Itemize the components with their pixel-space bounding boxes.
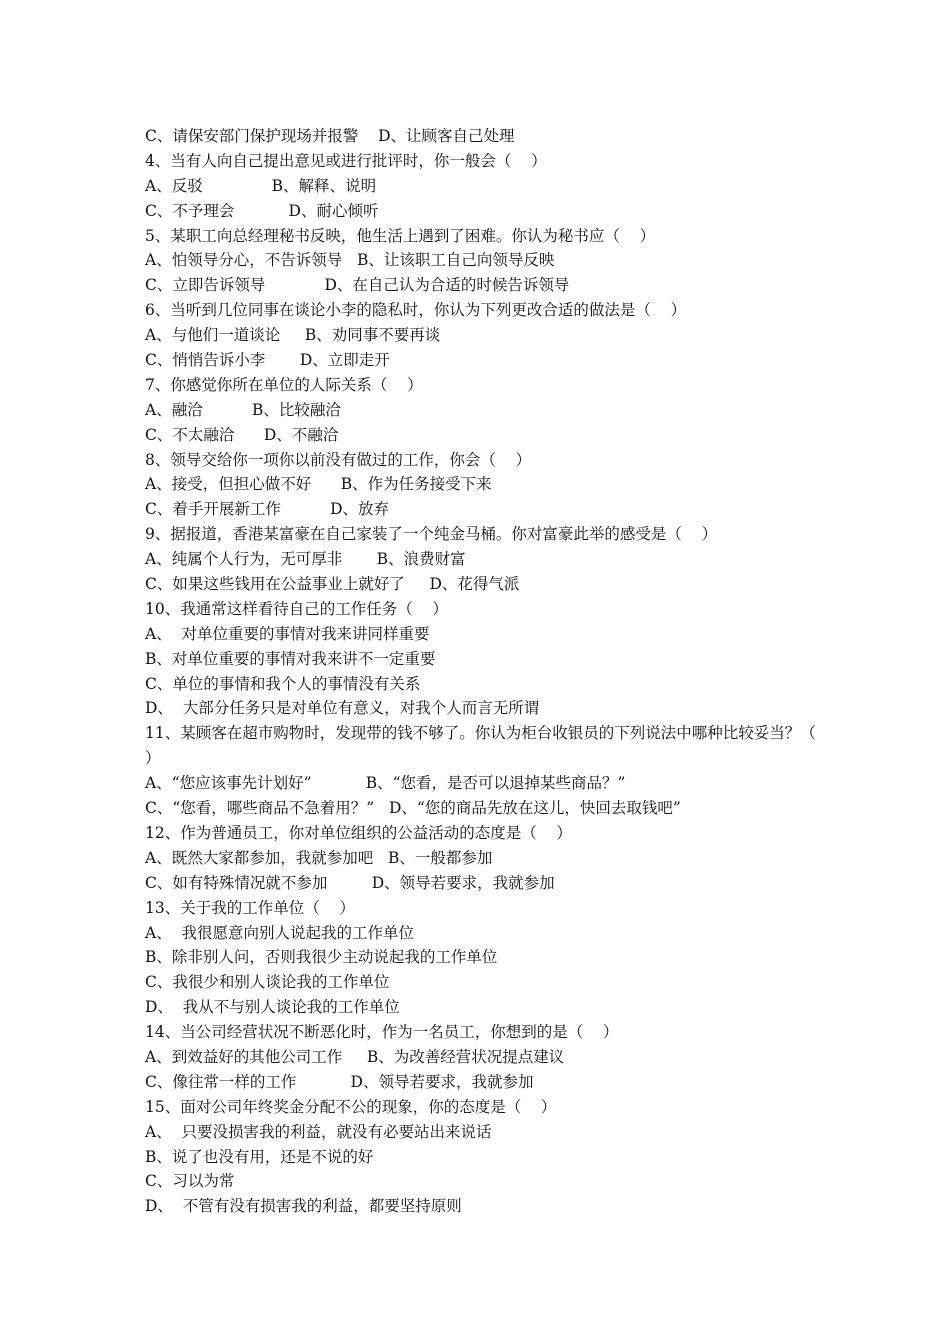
text-line: A、到效益好的其他公司工作 B、为改善经营状况提点建议	[145, 1047, 565, 1066]
text-line: 8、领导交给你一项你以前没有做过的工作，你会（ ）	[145, 450, 532, 469]
text-line: C、立即告诉领导 D、在自己认为合适的时候告诉领导	[145, 276, 570, 295]
text-line: A、纯属个人行为，无可厚非 B、浪费财富	[145, 550, 466, 569]
text-line: A、 对单位重要的事情对我来讲同样重要	[145, 624, 430, 643]
text-line: A、反驳 B、解释、说明	[145, 176, 377, 195]
text-line: A、融洽 B、比较融洽	[145, 400, 341, 419]
text-line: C、习以为常	[145, 1172, 235, 1191]
text-line: A、既然大家都参加，我就参加吧 B、一般都参加	[145, 848, 493, 867]
text-line: A、与他们一道谈论 B、劝同事不要再谈	[145, 326, 441, 345]
text-line: 11、某顾客在超市购物时，发现带的钱不够了。你认为柜台收银员的下列说法中哪种比较妥当？（ ）	[145, 724, 816, 768]
text-line: B、说了也没有用，还是不说的好	[145, 1147, 374, 1166]
text-line: C、不予理会 D、耐心倾听	[145, 201, 379, 220]
text-line: C、悄悄告诉小李 D、立即走开	[145, 351, 390, 370]
text-line: 5、某职工向总经理秘书反映，他生活上遇到了困难。你认为秘书应（ ）	[145, 226, 656, 245]
text-line: 6、当听到几位同事在谈论小李的隐私时，你认为下列更改合适的做法是（ ）	[145, 301, 687, 320]
text-line: 7、你感觉你所在单位的人际关系（ ）	[145, 375, 423, 394]
text-line: A、 我很愿意向别人说起我的工作单位	[145, 923, 415, 942]
text-line: C、单位的事情和我个人的事情没有关系	[145, 674, 421, 693]
text-line: 10、我通常这样看待自己的工作任务（ ）	[145, 599, 448, 618]
text-line: C、如果这些钱用在公益事业上就好了 D、花得气派	[145, 575, 520, 594]
text-line: 9、据报道，香港某富豪在自己家装了一个纯金马桶。你对富豪此举的感受是（ ）	[145, 525, 718, 544]
text-line: C、请保安部门保护现场并报警 D、让顾客自己处理	[145, 127, 515, 145]
text-line: C、我很少和别人谈论我的工作单位	[145, 973, 390, 992]
text-line: D、 不管有没有损害我的利益，都要坚持原则	[145, 1197, 462, 1216]
text-line: A、怕领导分心，不告诉领导 B、让该职工自己向领导反映	[145, 251, 555, 270]
document-body	[145, 124, 825, 1219]
text-line: 13、关于我的工作单位（ ）	[145, 898, 355, 917]
text-line: C、如有特殊情况就不参加 D、领导若要求，我就参加	[145, 873, 555, 892]
text-line: A、 只要没损害我的利益，就没有必要站出来说话	[145, 1122, 492, 1141]
text-line: 14、当公司经营状况不断恶化时，作为一名员工，你想到的是（ ）	[145, 1023, 619, 1042]
text-line: C、像往常一样的工作 D、领导若要求，我就参加	[145, 1072, 534, 1091]
text-line: A、接受，但担心做不好 B、作为任务接受下来	[145, 475, 492, 494]
text-line: 4、当有人向自己提出意见或进行批评时，你一般会（ ）	[145, 151, 547, 170]
text-line: 15、面对公司年终奖金分配不公的现象，你的态度是（ ）	[145, 1097, 557, 1116]
text-line: D、 我从不与别人谈论我的工作单位	[145, 998, 400, 1017]
text-line: D、 大部分任务只是对单位有意义，对我个人而言无所谓	[145, 699, 540, 718]
text-line: C、不太融洽 D、不融洽	[145, 425, 339, 444]
text-line: 12、作为普通员工，你对单位组织的公益活动的态度是（ ）	[145, 823, 572, 842]
text-line: C、着手开展新工作 D、放弃	[145, 500, 390, 519]
text-line: B、对单位重要的事情对我来讲不一定重要	[145, 649, 436, 668]
text-line: B、除非别人问，否则我很少主动说起我的工作单位	[145, 948, 498, 967]
text-line: C、“您看，哪些商品不急着用？” D、“您的商品先放在这儿，快回去取钱吧”	[145, 799, 681, 818]
text-line: A、“您应该事先计划好” B、“您看，是否可以退掉某些商品？”	[145, 774, 626, 793]
